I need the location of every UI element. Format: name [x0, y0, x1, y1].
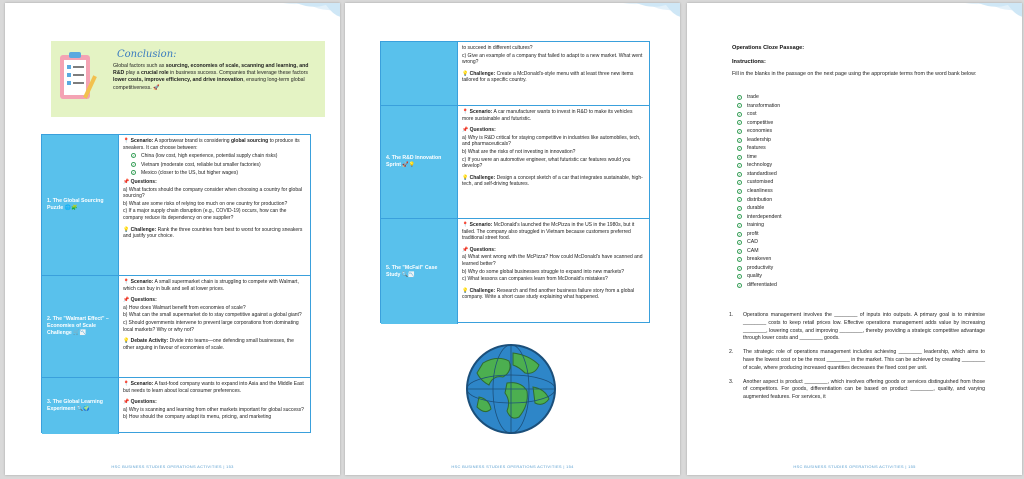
check-circle-icon: ✓ [738, 112, 741, 117]
check-circle-icon: ✓ [738, 258, 741, 263]
page-footer: HSC BUSINESS STUDIES OPERATIONS ACTIVITIES | 154 [451, 464, 574, 469]
cloze-question: 3. Another aspect is product ________, which involves offering goods or services distinguished from those of competitors. For goods, differentiation can be based on product ________, quality, and varying augmented features. For services, it [729, 378, 985, 401]
word-bank-item: ✓ distribution [738, 196, 773, 203]
check-circle-icon: ✓ [738, 206, 741, 211]
list-item: ✓ Mexico (closer to the US, but higher wages) [132, 170, 238, 177]
instructions-heading: Instructions: [732, 59, 766, 65]
activity-content: 📍 Scenario: A car manufacturer wants to invest in R&D to make its vehicles more sustainable and futuristic. 📌 Questions: a) Why is R&D critical for staying competitive in industries like automobiles, tech, and pharmaceuticals? b) What are the risks of not investing in innovation? c) If you were an automotive engineer, what futuristic car features would you develop? 💡 Challenge: Design a concept sketch of a car that integrates sustainable, high-tech, and self-driving features. [462, 109, 643, 188]
check-circle-icon: ✓ [738, 104, 741, 109]
word-bank-item: ✓ CAD [738, 239, 758, 246]
cloze-question: 2. The strategic role of operations management includes achieving ________ leadership, which aims to have the lowest cost or be the most ________ in the market. This can be achieved by creating ________ of scale, where producing increased quantities decreases the fixed cost per unit. [729, 349, 985, 371]
cloze-title: Operations Cloze Passage: [732, 45, 805, 51]
cloze-question: 1. Operations management involves the ________ of inputs into outputs. A primary goal is to minimise ________ costs to keep retail prices low. Effective operations management adds value by increasing ________, lowering costs, and improving ________, thereby providing a strategic competitive advantage through lower costs and ________ goods. [729, 312, 985, 342]
page-footer: HSC BUSINESS STUDIES OPERATIONS ACTIVITIES | 153 [111, 464, 234, 469]
instructions-text: Fill in the blanks in the passage on the next page using the appropriate terms from the word bank below: [732, 71, 977, 77]
word-bank-item: ✓ competitive [738, 119, 774, 126]
word-bank-item: ✓ training [738, 222, 765, 229]
word-bank-item: ✓ standardised [738, 170, 777, 177]
activity-label: 4. The R&D Innovation Sprint 🚀💡 [381, 106, 458, 218]
conclusion-title: Conclusion: [117, 49, 177, 60]
activities-table [41, 134, 311, 433]
word-bank-item: ✓ leadership [738, 136, 771, 143]
word-bank-item: ✓ customised [738, 179, 774, 186]
watercolor-splash-decoration [596, 3, 680, 35]
cloze-questions [727, 312, 985, 408]
word-bank-item: ✓ interdependent [738, 213, 782, 220]
list-item: ✓ Vietnam (moderate cost, reliable but smaller factories) [132, 161, 261, 168]
page-155 [687, 3, 1022, 475]
word-bank-item: ✓ CAM [738, 247, 759, 254]
word-bank-item: ✓ technology [738, 162, 773, 169]
word-bank-item: ✓ economies [738, 128, 773, 135]
check-circle-icon: ✓ [738, 147, 741, 152]
check-circle-icon: ✓ [738, 121, 741, 126]
word-bank-item: ✓ cost [738, 111, 757, 118]
check-circle-icon: ✓ [738, 189, 741, 194]
check-circle-icon: ✓ [738, 172, 741, 177]
word-bank-item: ✓ cleanliness [738, 188, 773, 195]
check-circle-icon: ✓ [738, 198, 741, 203]
check-circle-icon: ✓ [738, 249, 741, 254]
check-circle-icon: ✓ [738, 232, 741, 237]
activity-row-mcfail [381, 218, 649, 324]
activity-content: 📍 Scenario: A fast-food company wants to expand into Asia and the Middle East but needs to learn about local consumer preferences. 📌 Questions: a) Why is scanning and learning from other markets important for global success? b) How should the company adapt its menu, pricing, and marketing [123, 381, 304, 421]
word-bank-item: ✓ durable [738, 205, 765, 212]
globe-illustration [463, 341, 559, 437]
activity-label: 3. The Global Learning Experiment 🔍🌍 [42, 378, 119, 434]
check-circle-icon: ✓ [738, 241, 741, 246]
word-bank-item: ✓ breakeven [738, 256, 772, 263]
activity-label: 5. The "McFail" Case Study 🔍📉 [381, 219, 458, 324]
activity-label: 2. The "Walmart Effect" – Economies of Scale Challenge 🛒📉 [42, 276, 119, 377]
activity-row-rd-innovation [381, 105, 649, 218]
check-circle-icon: ✓ [738, 129, 741, 134]
check-circle-icon: ✓ [738, 215, 741, 220]
sourcing-options-list [131, 153, 306, 177]
list-item: ✓ China (low cost, high experience, potential supply chain risks) [132, 153, 278, 160]
activity-content: 📍 Scenario: A sportswear brand is considering global sourcing to produce its sneakers. It can choose between: ✓ China (low cost, high experience, potential supply chain risks) ✓ Vietnam (moderate cost, reliable but smaller factories) ✓ Mexico (closer to the US, but higher wages) 📌 Questions: a) What factors should the company consider when choosing a country for global sourcing? b) What are some risks of relying too much on one country for production? c) If a major supply chain disruption (e.g., COVID-19) occurs, how can the company reduce its dependency on one supplier? 💡 Challenge: Rank the three countries from best to worst for sourcing sneakers and justify your choice. [119, 135, 310, 275]
check-circle-icon: ✓ [738, 155, 741, 160]
check-circle-icon: ✓ [738, 164, 741, 169]
activity-content: 📍 Scenario: A small supermarket chain is struggling to compete with Walmart, which can buy in bulk and sell at lower prices. 📌 Questions: a) How does Walmart benefit from economies of scale? b) What can the small supermarket do to stay competitive against a global giant? c) Should governments intervene to prevent large corporations from dominating local markets? Why or why not? 💡 Debate Activity: Divide into teams—one defending small businesses, the other arguing in favour of economies of scale. [123, 279, 302, 351]
word-bank-item: ✓ features [738, 145, 766, 152]
word-bank-list [737, 93, 782, 290]
word-bank-item: ✓ trade [738, 94, 759, 100]
word-bank-item: ✓ quality [738, 273, 762, 280]
activity-label-empty [381, 42, 458, 105]
page-footer: HSC BUSINESS STUDIES OPERATIONS ACTIVITIES | 155 [793, 464, 916, 469]
page-154 [345, 3, 680, 475]
watercolor-splash-decoration [938, 3, 1022, 35]
activities-table-continued [380, 41, 650, 323]
activity-row-global-sourcing [42, 135, 310, 275]
word-bank-item: ✓ productivity [738, 264, 774, 271]
conclusion-text: Global factors such as sourcing, economies of scale, scanning and learning, and R&D play a crucial role in business success. Companies that leverage these factors lower costs, improve efficiency, and drive innovation, ensuring long-term global competitiveness. 🚀 [113, 63, 309, 91]
activity-content: to succeed in different cultures? c) Give an example of a company that failed to adapt to a new market. What went wrong? 💡 Challenge: Create a McDonald's-style menu with at least three new items tailored for a specific country. [462, 45, 643, 84]
page-153 [5, 3, 340, 475]
check-circle-icon: ✓ [738, 223, 741, 228]
conclusion-box [51, 41, 325, 117]
check-circle-icon: ✓ [738, 283, 741, 288]
check-circle-icon: ✓ [738, 95, 741, 100]
clipboard-checklist-icon [57, 49, 97, 105]
word-bank-item: ✓ time [738, 153, 757, 160]
watercolor-splash-decoration [256, 3, 340, 35]
check-circle-icon: ✓ [738, 138, 741, 143]
word-bank-item: ✓ transformation [738, 102, 781, 109]
check-circle-icon: ✓ [738, 275, 741, 280]
word-bank-item: ✓ profit [738, 230, 759, 237]
activity-row-global-learning [42, 377, 310, 434]
word-bank-item: ✓ differentiated [738, 282, 777, 289]
check-circle-icon: ✓ [738, 181, 741, 186]
activity-label: 1. The Global Sourcing Puzzle 🌐🧩 [42, 135, 119, 275]
activity-row-walmart-effect [42, 275, 310, 377]
activity-row-continued [381, 42, 649, 105]
activity-content: 📍 Scenario: McDonald's launched the McPizza in the US in the 1980s, but it failed. The company also struggled in Vietnam because customers preferred traditional street food. 📌 Questions: a) What went wrong with the McPizza? How could McDonald's have scanned and learned better? b) Why do some global businesses struggle to expand into new markets? c) What lessons can companies learn from McDonald's mistakes? 💡 Challenge: Research and find another business failure story from a global company. Write a short case study explaining what happened. [462, 222, 643, 301]
check-circle-icon: ✓ [738, 266, 741, 271]
